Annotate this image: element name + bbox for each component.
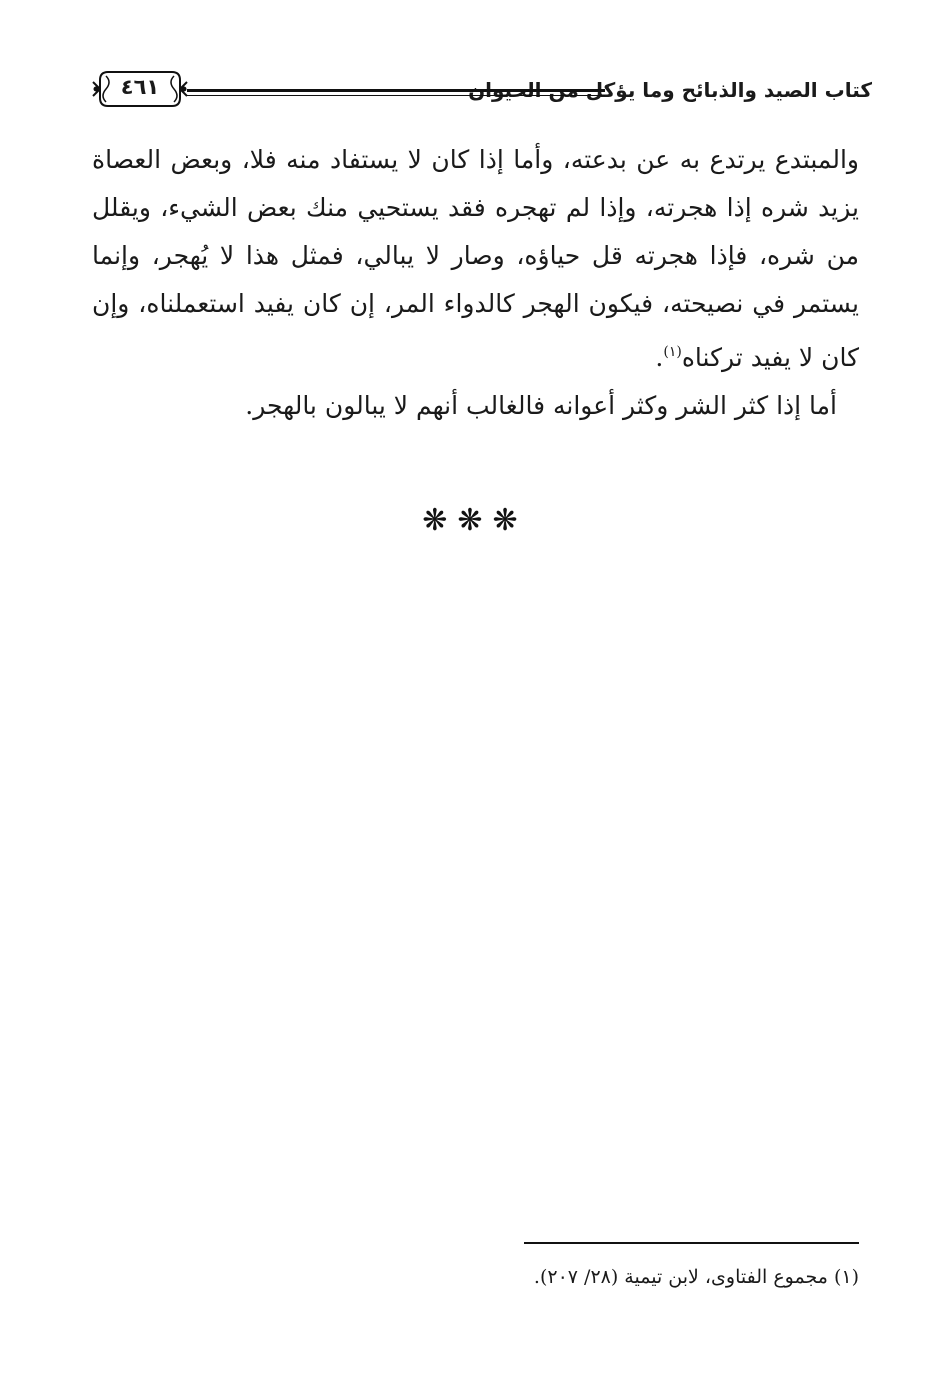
- footnote: (١) مجموع الفتاوى، لابن تيمية (٢٨/ ٢٠٧).: [533, 1266, 859, 1288]
- footnote-divider: [524, 1242, 859, 1244]
- page-header: [92, 60, 872, 120]
- main-text: [92, 136, 859, 430]
- page-number-ornament: [92, 66, 188, 112]
- paragraph: أما إذا كثر الشر وكثر أعوانه فالغالب أنهم لا يبالون بالهجر.: [245, 391, 837, 420]
- footnote-reference[interactable]: (١): [663, 344, 682, 360]
- paragraph: [92, 136, 859, 382]
- running-title: كتاب الصيد والذبائح وما يؤكل من الحيوان: [468, 78, 872, 102]
- paragraph-end-mark: .: [655, 343, 664, 372]
- page-number: ٤٦١: [120, 75, 160, 99]
- section-separator: ❋❋❋: [422, 503, 528, 538]
- header-rule: [187, 89, 605, 92]
- paragraph-text: والمبتدع يرتدع به عن بدعته، وأما إذا كان لا يستفاد منه فلا، وبعض العصاة يزيد شره إذا هجرته، وإذا لم تهجره فقد يستحيي منك بعض الشيء، ويقلل من شره، فإذا هجرته قل حياؤه، وصار لا يبالي، فمثل هذا لا يُهجر، وإنما يستمر في نصيحته، فيكون الهجر كالدواء المر، إن كان يفيد استعملناه، وإن كان لا يفيد تركناه: [92, 145, 859, 372]
